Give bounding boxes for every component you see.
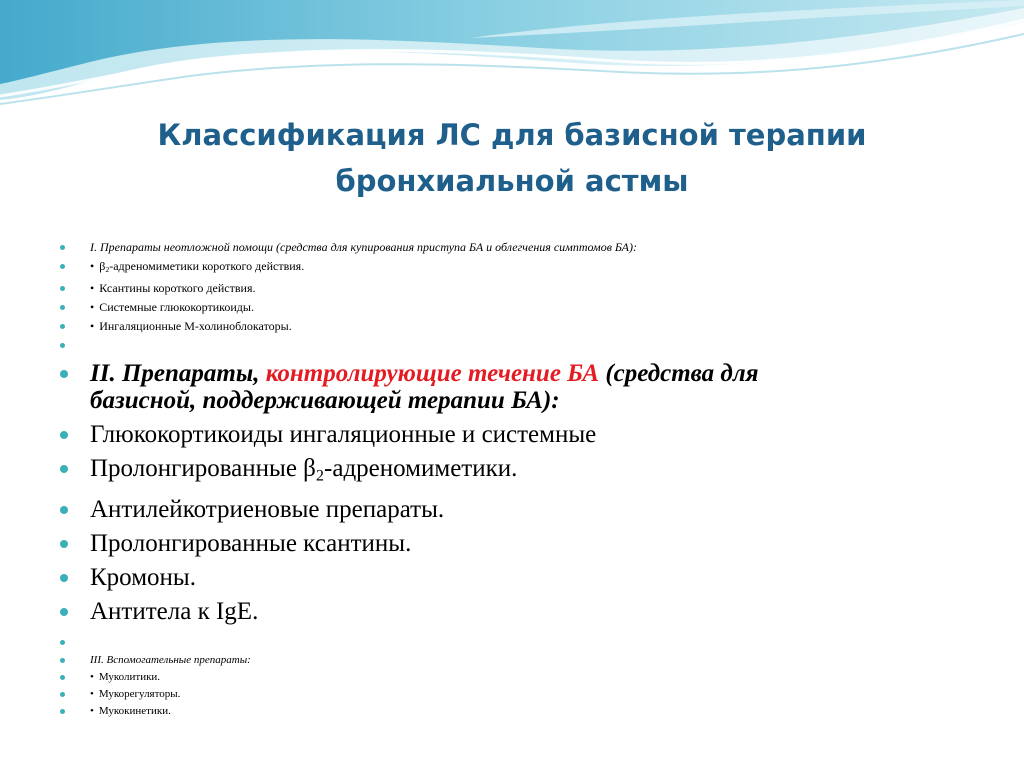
inner-bullet-icon: • — [90, 300, 95, 315]
inner-bullet-icon: • — [90, 259, 95, 273]
inner-bullet-icon: • — [90, 670, 94, 683]
section1-item: • Системные глюкокортикоиды. — [58, 298, 978, 317]
empty-bullet — [58, 336, 978, 355]
bullet-dot-icon — [60, 640, 65, 645]
section2-item: Пролонгированные $\beta_2$-адреномиметики. — [58, 452, 978, 493]
slide-title — [0, 112, 1024, 204]
section2-item: Антилейкотриеновые препараты. — [58, 493, 978, 527]
bullet-dot-icon — [60, 465, 68, 473]
inner-bullet-icon: • — [90, 281, 95, 296]
section3-item: • Муколитики. — [58, 669, 978, 686]
section2-heading: II. Препараты, контролирующие течение БА (средства для базисной, поддерживающей терапии БА): — [58, 360, 978, 414]
inner-bullet-icon: • — [90, 704, 94, 717]
bullet-dot-icon — [60, 574, 68, 582]
bullet-dot-icon — [60, 286, 65, 291]
empty-bullet — [58, 633, 978, 652]
section1-item: • $\beta_2$-адреномиметики короткого действия. — [58, 257, 978, 279]
bullet-dot-icon — [60, 675, 65, 680]
section2-item: Глюкокортикоиды ингаляционные и системные — [58, 418, 978, 452]
section3-heading: III. Вспомогательные препараты: — [58, 652, 978, 669]
bullet-dot-icon — [60, 324, 65, 329]
highlight-text: контролирующие течение БА — [265, 360, 600, 388]
section3-item: • Мукорегуляторы. — [58, 686, 978, 703]
inner-bullet-icon: • — [90, 319, 95, 334]
bullet-dot-icon — [60, 264, 65, 269]
section3-item: • Мукокинетики. — [58, 703, 978, 720]
section1-item: • Ингаляционные М-холиноблокаторы. — [58, 317, 978, 336]
section1-heading: I. Препараты неотложной помощи (средства для купирования приступа БА и облегчения симптомов БА): — [58, 238, 978, 257]
bullet-dot-icon — [60, 658, 65, 663]
bullet-dot-icon — [60, 370, 68, 378]
section2-item: Антитела к IgE. — [58, 595, 978, 629]
inner-bullet-icon: • — [90, 687, 94, 700]
bullet-dot-icon — [60, 692, 65, 697]
bullet-dot-icon — [60, 540, 68, 548]
bullet-dot-icon — [60, 506, 68, 514]
bullet-dot-icon — [60, 608, 68, 616]
section2-item: Кромоны. — [58, 561, 978, 595]
header-wave-decoration — [0, 0, 1024, 120]
content-list — [58, 238, 978, 720]
bullet-dot-icon — [60, 709, 65, 714]
section1-item: • Ксантины короткого действия. — [58, 279, 978, 298]
section2-item: Пролонгированные ксантины. — [58, 527, 978, 561]
slide-title-line2: бронхиальной астмы — [335, 164, 689, 198]
bullet-dot-icon — [60, 343, 65, 348]
slide-title-line1: Классификация ЛС для базисной терапии — [157, 118, 867, 152]
bullet-dot-icon — [60, 305, 65, 310]
bullet-dot-icon — [60, 245, 65, 250]
bullet-dot-icon — [60, 431, 68, 439]
